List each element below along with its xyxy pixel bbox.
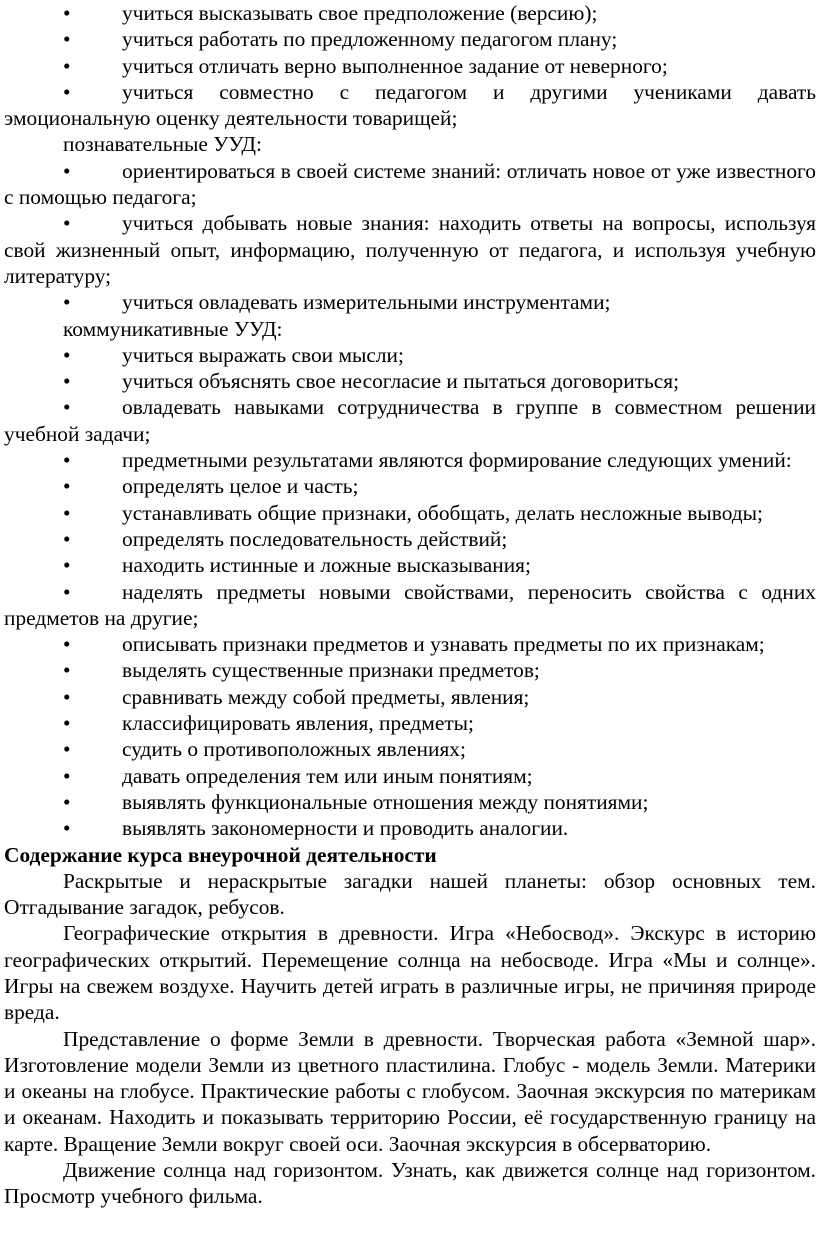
list-item-text: судить о противоположных явлениях; [122, 737, 466, 762]
list-item [4, 552, 816, 578]
bullet-icon: • [63, 526, 71, 551]
list-item [4, 473, 816, 499]
list-item [4, 53, 816, 79]
bullet-icon: • [63, 158, 71, 183]
list-item-text: наделять предметы новыми свойствами, переносить свойства с одних предметов на другие; [4, 579, 816, 630]
list-item [4, 79, 816, 132]
list-item [4, 815, 816, 841]
bullet-icon: • [63, 737, 71, 762]
list-item-text: находить истинные и ложные высказывания; [122, 553, 531, 578]
bullet-icon: • [63, 553, 71, 578]
bullet-icon: • [63, 27, 71, 52]
bullet-icon: • [63, 369, 71, 394]
list-item-text: учиться высказывать свое предположение (версию); [122, 1, 598, 25]
list-item [4, 631, 816, 657]
bullet-icon: • [63, 1, 71, 25]
bullet-icon: • [63, 789, 71, 814]
bullet-icon: • [63, 500, 71, 525]
list-item [4, 447, 816, 473]
list-item [4, 710, 816, 736]
bullet-icon: • [63, 342, 71, 367]
list-item-text: предметными результатами являются формирование следующих умений: [122, 448, 792, 473]
list-item [4, 500, 816, 526]
paragraph: Раскрытые и нераскрытые загадки нашей планеты: обзор основных тем. Отгадывание загадок, ребусов. [4, 868, 816, 920]
list-item-text: учиться отличать верно выполненное задание от неверного; [122, 53, 668, 78]
list-item-text: овладевать навыками сотрудничества в группе в совместном решении учебной задачи; [4, 395, 816, 446]
list-item [4, 526, 816, 552]
list-item-text: устанавливать общие признаки, обобщать, делать несложные выводы; [122, 500, 763, 525]
communicative-list [4, 342, 816, 842]
bullet-icon: • [63, 684, 71, 709]
list-item [4, 26, 816, 52]
bullet-icon: • [63, 632, 71, 657]
cognitive-list [4, 158, 816, 316]
bullet-icon: • [63, 658, 71, 683]
bullet-icon: • [63, 579, 71, 604]
section-title: Содержание курса внеурочной деятельности [4, 842, 437, 867]
list-item [4, 0, 816, 26]
list-item-text: классифицировать явления, предметы; [122, 711, 474, 736]
bullet-icon: • [63, 448, 71, 473]
bullet-icon: • [63, 763, 71, 788]
list-item-text: определять последовательность действий; [122, 526, 508, 551]
bullet-icon: • [63, 53, 71, 78]
list-item [4, 579, 816, 632]
list-item [4, 394, 816, 447]
list-item-text: описывать признаки предметов и узнавать предметы по их признакам; [122, 632, 765, 657]
bullet-icon: • [63, 816, 71, 841]
list-item [4, 158, 816, 211]
paragraph: Географические открытия в древности. Игра «Небосвод». Экскурс в историю географических открытий. Перемещение солнца на небосводе. Игра «Мы и солнце». Игры на свежем воздухе. Научить детей играть в различные игры, не причиняя природе вреда. [4, 921, 816, 1025]
list-item-text: давать определения тем или иным понятиям; [122, 763, 533, 788]
list-item-text: учиться овладевать измерительными инструментами; [122, 290, 611, 315]
bullet-icon: • [63, 211, 71, 236]
list-item [4, 763, 816, 789]
list-item-text: учиться объяснять свое несогласие и пытаться договориться; [122, 369, 680, 394]
list-item-text: сравнивать между собой предметы, явления; [122, 684, 530, 709]
communicative-heading: коммуникативные УУД: [63, 316, 283, 341]
list-item-text: выявлять функциональные отношения между понятиями; [122, 789, 649, 814]
bullet-icon: • [63, 711, 71, 736]
list-item-text: ориентироваться в своей системе знаний: отличать новое от уже известного с помощью педагога; [4, 158, 816, 210]
list-item-text: учиться выражать свои мысли; [122, 342, 404, 367]
list-item-text: выявлять закономерности и проводить аналогии. [122, 816, 569, 841]
cognitive-heading: познавательные УУД: [63, 132, 262, 157]
list-item [4, 736, 816, 762]
list-item-text: учиться совместно с педагогом и другими учениками давать эмоциональную оценку деятельности товарищей; [4, 79, 816, 131]
list-item [4, 289, 816, 315]
list-item-text: определять целое и часть; [122, 474, 359, 499]
list-item-text: выделять существенные признаки предметов; [122, 658, 540, 683]
list-item [4, 789, 816, 815]
list-item [4, 657, 816, 683]
list-item [4, 368, 816, 394]
paragraph: Представление о форме Земли в древности. Творческая работа «Земной шар». Изготовление модели Земли из цветного пластилина. Глобус - модель Земли. Материки и океаны на глобусе. Практические работы с глобусом. Заочная экскурсия по материкам и океанам. Находить и показывать территорию России, её государственную границу на карте. Вращение Земли вокруг своей оси. Заочная экскурсия в обсерваторию. [4, 1026, 816, 1156]
bullet-icon: • [63, 290, 71, 315]
bullet-icon: • [63, 79, 71, 104]
list-item [4, 342, 816, 368]
document-page [4, 0, 816, 1210]
list-item [4, 684, 816, 710]
paragraph: Движение солнца над горизонтом. Узнать, как движется солнце над горизонтом. Просмотр учебного фильма. [4, 1158, 816, 1209]
list-item-text: учиться добывать новые знания: находить ответы на вопросы, используя свой жизненный опыт, информацию, полученную от педагога, и используя учебную литературу; [4, 211, 816, 288]
bullet-icon: • [63, 474, 71, 499]
list-item-text: учиться работать по предложенному педагогом плану; [122, 27, 618, 52]
list-item [4, 210, 816, 289]
bullet-icon: • [63, 395, 71, 420]
regulatory-list [4, 0, 816, 131]
